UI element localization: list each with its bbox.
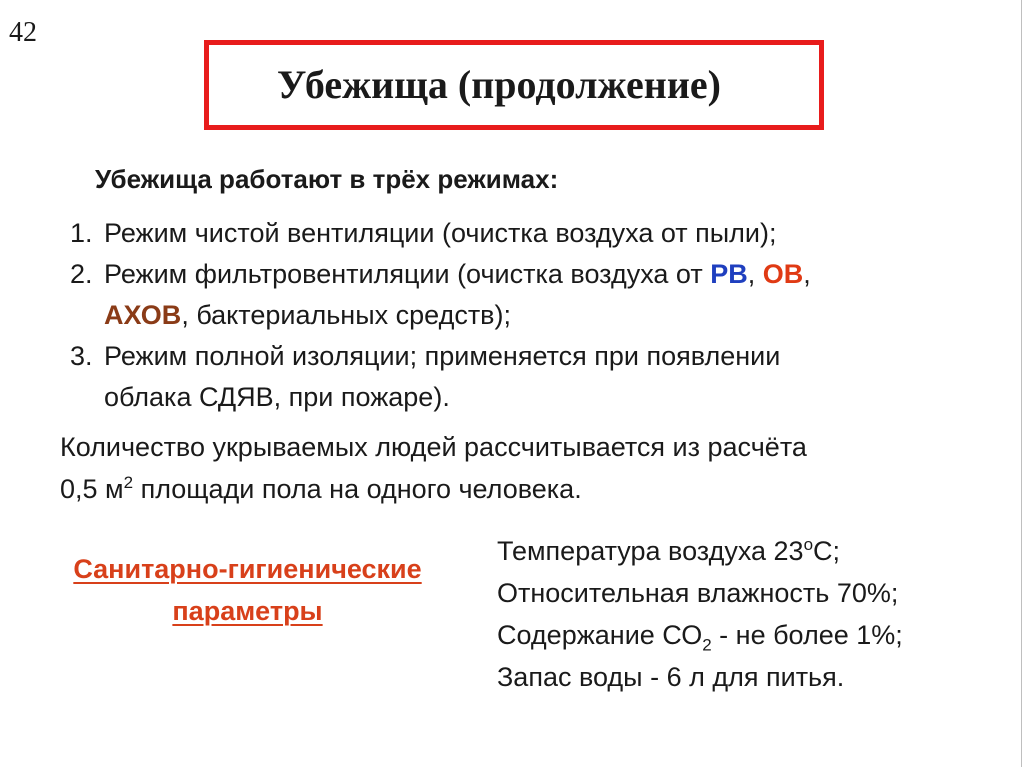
sanitary-params-list [497,530,1017,698]
degree-superscript: о [803,535,814,554]
capacity-value: 0,5 м [60,474,124,504]
ov-term: ОВ [762,259,804,289]
mode-text-part: Режим фильтровентиляции (очистка воздуха от [104,259,711,289]
param-water: Запас воды - 6 л для питья. [497,662,845,692]
param-text: - не более 1%; [711,620,903,650]
separator: , [747,259,763,289]
sanitary-heading [40,548,455,632]
param-temperature [497,530,1017,572]
param-text: Содержание СО [497,620,703,650]
mode-number: 1. [70,218,93,248]
mode-number: 3. [70,341,93,371]
mode-text-line: Режим полной изоляции; применяется при появлении [104,341,781,371]
co2-subscript: 2 [702,635,712,655]
mode-text: Режим чистой вентиляции (очистка воздуха от пыли); [104,218,777,248]
modes-list [70,213,970,418]
mode-number: 2. [70,259,93,289]
sanitary-heading-line: Санитарно-гигиенические [73,554,422,584]
param-text: С; [813,536,841,566]
capacity-paragraph [60,426,960,510]
mode-text-line: облака СДЯВ, при пожаре). [104,382,450,412]
capacity-line: Количество укрываемых людей рассчитывается из расчёта [60,432,807,462]
mode-text [104,336,970,418]
slide-title: Убежища (продолжение) [277,62,721,107]
param-text: Температура воздуха 23 [497,536,804,566]
sanitary-heading-line: параметры [172,596,323,626]
intro-heading: Убежища работают в трёх режимах: [95,164,559,194]
param-co2 [497,614,1017,656]
slide-number: 42 [9,17,37,48]
capacity-superscript: 2 [123,473,134,492]
slide-right-edge [1021,0,1022,767]
title-box [204,40,824,130]
mode-text-part: , бактериальных средств); [181,300,512,330]
mode-item-3 [70,336,970,418]
akhov-term: АХОВ [104,300,182,330]
mode-item-2 [70,254,970,336]
capacity-line: площади пола на одного человека. [133,474,582,504]
rv-term: РВ [710,259,748,289]
param-humidity: Относительная влажность 70%; [497,578,899,608]
mode-text [104,254,970,336]
mode-item-1 [70,213,970,254]
separator: , [803,259,811,289]
